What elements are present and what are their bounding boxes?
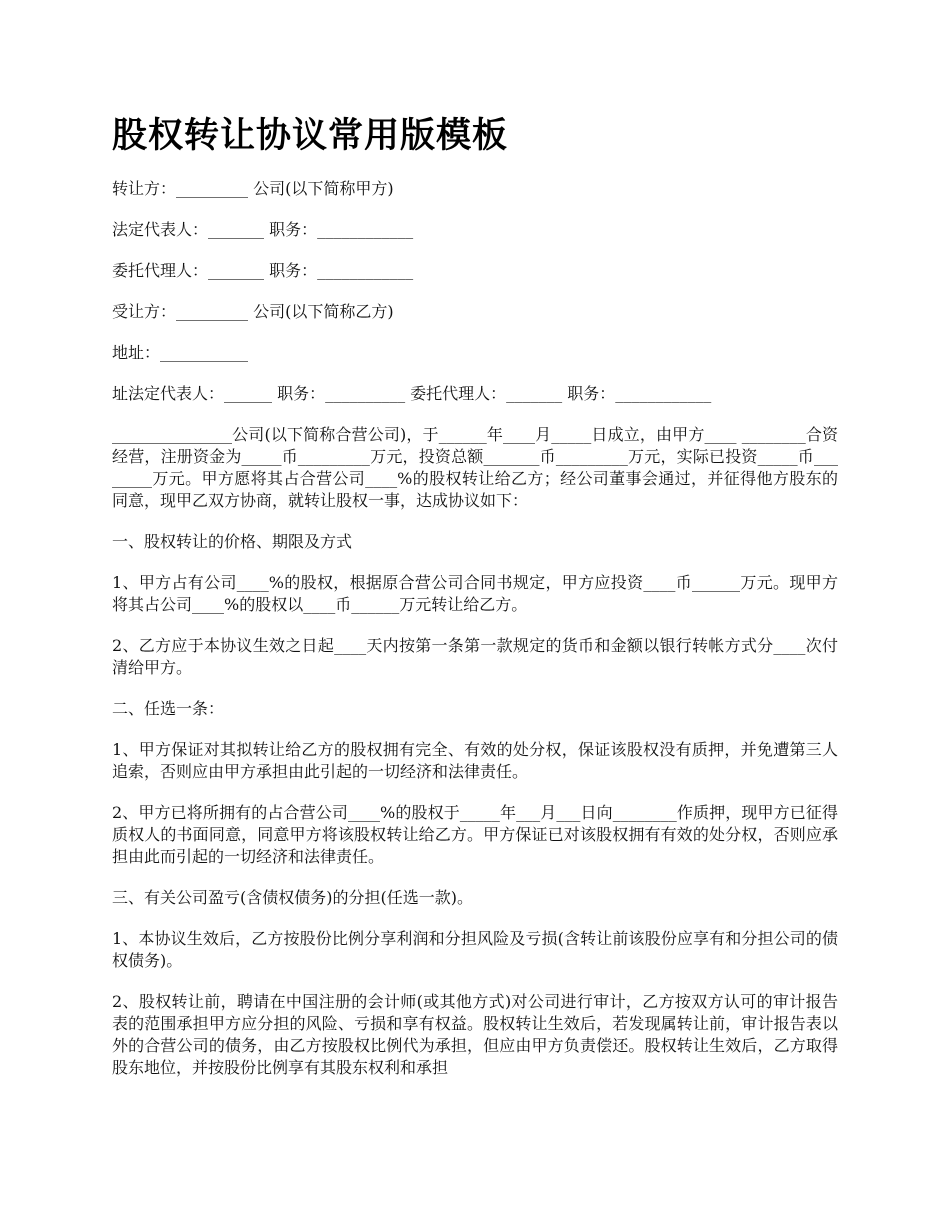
section-heading: 二、任选一条： [112,699,225,718]
legal-representative-field: 法定代表人：_______ 职务：____________ [112,220,414,239]
section-heading: 三、有关公司盈亏(含债权债务)的分担(任选一款)。 [112,888,473,907]
clause-paragraph: 1、甲方占有公司____%的股权，根据原合营公司合同书规定，甲方应投资____币______万元。现甲方将其占公司____%的股权以____币______万元转让给乙方。 [112,573,838,614]
intro-paragraph: _______________公司(以下简称合营公司)，于______年____月_____日成立，由甲方____ ________合资经营，注册资金为_____币_________万元，投资总额_______币_________万元，实际已投资_____币________万元。甲方愿将其占合营公司____%的股权转让给乙方；经公司董事会通过，并征得他方股东的同意，现甲乙双方协商，就转让股权一事，达成协议如下： [112,425,838,510]
authorized-agent-field: 委托代理人：_______ 职务：____________ [112,261,414,280]
transferee-field: 受让方：_________ 公司(以下简称乙方) [112,302,394,321]
transferee-representative-field: 址法定代表人：______ 职务：__________ 委托代理人：_______ 职务：____________ [112,384,712,403]
clause-paragraph: 1、甲方保证对其拟转让给乙方的股权拥有完全、有效的处分权，保证该股权没有质押，并免遭第三人追索，否则应由甲方承担由此引起的一切经济和法律责任。 [112,740,838,781]
document-page [112,108,838,1093]
transferor-field: 转让方：_________ 公司(以下简称甲方) [112,179,394,198]
section-heading: 一、股权转让的价格、期限及方式 [112,532,353,551]
clause-paragraph: 2、股权转让前，聘请在中国注册的会计师(或其他方式)对公司进行审计，乙方按双方认可的审计报告表的范围承担甲方应分担的风险、亏损和享有权益。股权转让生效后，若发现属转让前，审计报告表以外的合营公司的债务，由乙方按股权比例代为承担，但应由甲方负责偿还。股权转让生效后，乙方取得股东地位，并按股份比例享有其股东权利和承担 [112,992,838,1077]
clause-paragraph: 2、乙方应于本协议生效之日起____天内按第一条第一款规定的货币和金额以银行转帐方式分____次付清给甲方。 [112,636,838,677]
clause-paragraph: 1、本协议生效后，乙方按股份比例分享利润和分担风险及亏损(含转让前该股份应享有和分担公司的债权债务)。 [112,929,838,970]
address-field: 地址：___________ [112,343,249,362]
document-title: 股权转让协议常用版模板 [112,115,509,156]
clause-paragraph: 2、甲方已将所拥有的占合营公司____%的股权于_____年___月___日向________作质押，现甲方已征得质权人的书面同意，同意甲方将该股权转让给乙方。甲方保证已对该股权拥有有效的处分权，否则应承担由此而引起的一切经济和法律责任。 [112,803,838,866]
